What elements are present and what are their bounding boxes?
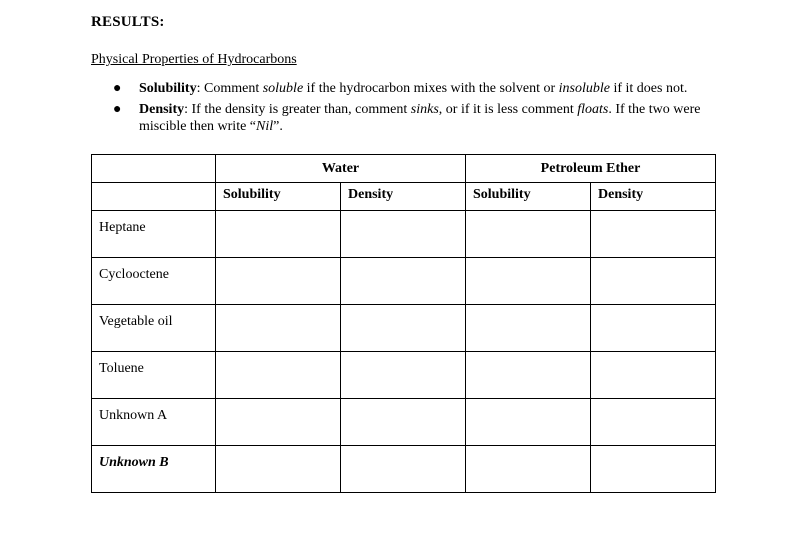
water-solubility-cell[interactable] bbox=[216, 305, 341, 352]
water-solubility-cell[interactable] bbox=[216, 211, 341, 258]
water-solubility-cell[interactable] bbox=[216, 446, 341, 493]
instruction-keyword: sinks bbox=[410, 102, 439, 117]
row-label: Unknown A bbox=[92, 399, 216, 446]
petroleum-solubility-cell[interactable] bbox=[466, 305, 591, 352]
water-density-cell[interactable] bbox=[341, 305, 466, 352]
petroleum-solubility-cell[interactable] bbox=[466, 399, 591, 446]
bullet-icon: ● bbox=[113, 102, 122, 117]
row-label: Unknown B bbox=[92, 446, 216, 493]
density-term: Density bbox=[139, 102, 185, 117]
petroleum-solubility-cell[interactable] bbox=[466, 352, 591, 399]
water-density-cell[interactable] bbox=[341, 352, 466, 399]
water-solubility-cell[interactable] bbox=[216, 258, 341, 305]
instruction-text: : Comment bbox=[196, 81, 263, 96]
instruction-text: if the hydrocarbon mixes with the solvent or bbox=[303, 81, 559, 96]
table-row bbox=[92, 446, 716, 493]
instruction-keyword: soluble bbox=[262, 81, 304, 96]
water-solubility-header: Solubility bbox=[216, 183, 341, 211]
petroleum-solubility-cell[interactable] bbox=[466, 211, 591, 258]
sub-header-row bbox=[92, 183, 716, 211]
petroleum-density-cell[interactable] bbox=[591, 352, 716, 399]
solubility-instruction bbox=[108, 80, 720, 97]
instruction-text: . If the two were miscible then write “ bbox=[139, 102, 701, 134]
petroleum-solubility-cell[interactable] bbox=[466, 258, 591, 305]
table-row bbox=[92, 211, 716, 258]
water-header: Water bbox=[216, 155, 466, 183]
results-table bbox=[91, 154, 716, 493]
petroleum-solubility-header: Solubility bbox=[466, 183, 591, 211]
petroleum-density-cell[interactable] bbox=[591, 305, 716, 352]
row-label: Heptane bbox=[92, 211, 216, 258]
group-header-row bbox=[92, 155, 716, 183]
instruction-text: , or if it is less comment bbox=[438, 102, 578, 117]
density-instruction bbox=[108, 101, 720, 135]
instruction-text: : If the density is greater than, comment bbox=[184, 102, 411, 117]
instruction-text: if it does not. bbox=[609, 81, 688, 96]
instruction-keyword: Nil bbox=[256, 119, 274, 134]
water-density-cell[interactable] bbox=[341, 446, 466, 493]
row-label: Vegetable oil bbox=[92, 305, 216, 352]
petroleum-density-cell[interactable] bbox=[591, 258, 716, 305]
row-label: Cyclooctene bbox=[92, 258, 216, 305]
table-row bbox=[92, 258, 716, 305]
table-row bbox=[92, 399, 716, 446]
results-heading: RESULTS: bbox=[91, 14, 165, 30]
petroleum-density-header: Density bbox=[591, 183, 716, 211]
petroleum-density-cell[interactable] bbox=[591, 399, 716, 446]
solubility-term: Solubility bbox=[139, 81, 197, 96]
water-density-cell[interactable] bbox=[341, 258, 466, 305]
petroleum-density-cell[interactable] bbox=[591, 446, 716, 493]
instruction-keyword: floats bbox=[577, 102, 609, 117]
water-density-cell[interactable] bbox=[341, 211, 466, 258]
water-density-cell[interactable] bbox=[341, 399, 466, 446]
petroleum-density-cell[interactable] bbox=[591, 211, 716, 258]
petroleum-ether-header: Petroleum Ether bbox=[466, 155, 716, 183]
instruction-text: ”. bbox=[273, 119, 283, 134]
water-solubility-cell[interactable] bbox=[216, 399, 341, 446]
instruction-keyword: insoluble bbox=[558, 81, 610, 96]
section-subheading: Physical Properties of Hydrocarbons bbox=[91, 52, 297, 67]
instructions-list bbox=[108, 80, 720, 139]
table-row bbox=[92, 352, 716, 399]
bullet-icon: ● bbox=[113, 81, 122, 96]
table-row bbox=[92, 305, 716, 352]
corner-cell bbox=[92, 155, 216, 183]
empty-label-cell bbox=[92, 183, 216, 211]
water-density-header: Density bbox=[341, 183, 466, 211]
row-label: Toluene bbox=[92, 352, 216, 399]
water-solubility-cell[interactable] bbox=[216, 352, 341, 399]
petroleum-solubility-cell[interactable] bbox=[466, 446, 591, 493]
